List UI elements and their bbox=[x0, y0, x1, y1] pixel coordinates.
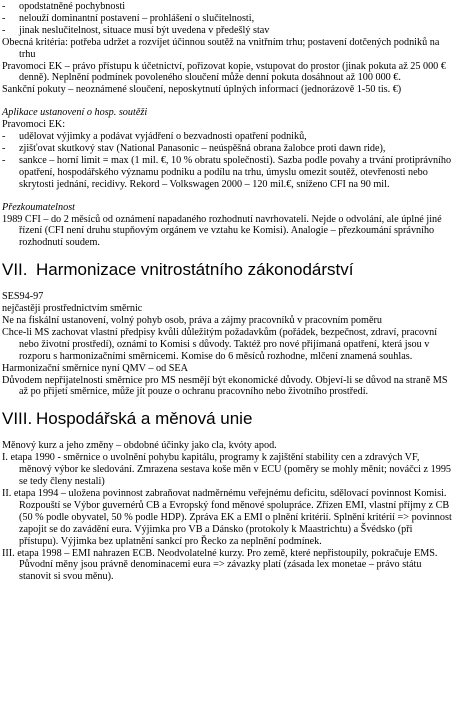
stage-paragraph: I. etapa 1990 - směrnice o uvolnění pohybu kapitálu, programy k zajištění stability cen a zdravých VF, měnový výbor ke sledování. Zmrazena sestava koše měn v ECU (poměry se mohly měnit; nováčci z 1995 se tedy členy nestali) bbox=[2, 452, 452, 488]
paragraph: Důvodem nepřijatelnosti směrnice pro MS nesmějí být ekonomické důvody. Objeví-li se důvod na straně MS až po přijetí směrnice, může jít pouze o ochranu pracovního nebo životního prostředí. bbox=[2, 374, 448, 398]
section-number: VII. bbox=[2, 260, 28, 280]
section-heading-viii bbox=[2, 409, 454, 429]
list-dash: - bbox=[2, 1, 6, 12]
intro-line: Měnový kurz a jeho změny – obdobné účinky jako cla, kvóty apod. bbox=[2, 440, 277, 452]
section-heading-vii bbox=[2, 260, 454, 280]
list-item: - nelouží dominantní postavení – prohlášení o slučitelnosti, bbox=[2, 12, 255, 24]
section-title: Hospodářská a měnová unie bbox=[36, 409, 253, 429]
paragraph: Harmonizační směrnice nyní QMV – od SEA bbox=[2, 362, 188, 374]
review-paragraph: 1989 CFI – do 2 měsíců od oznámení napadaného rozhodnutí navrhovateli. Nejde o odvolání, ale úplné jiné řízení (CFI není druhu stupňovým orgánem ve vztahu ke Komisi). Analogie – přezkoumání správního rozhodnutí soudem. bbox=[2, 213, 442, 249]
list-dash: - bbox=[2, 154, 6, 166]
stage-paragraph: III. etapa 1998 – EMI nahrazen ECB. Neodvolatelné kurzy. Pro země, které nepřistoupily, pokračuje EMS. Původní měny jsou právně denominacemi eura => závazky platí (zásada lex monetae – právo státu stanovit si svou měnu). bbox=[2, 547, 438, 583]
paragraph: Chce-li MS zachovat vlastní předpisy kvůli důležitým požadavkům (pořádek, bezpečnost, zdraví, pracovní nebo životní prostředí), oznámí to Komisi s důvody. Taktéž pro nové přijímaná opatření, která jsou v rozporu s harmonizačními směrnicemi. Komise do 6 měsíců rozhodne, mlčení znamená souhlas. bbox=[2, 326, 438, 362]
list-item: - opodstatněné pochybnosti bbox=[2, 1, 126, 12]
section-title: Harmonizace vnitrostátního zákonodárství bbox=[36, 260, 354, 280]
stage-paragraph: II. etapa 1994 – uložena povinnost zabraňovat nadměrnému veřejnému deficitu, sdělovací povinnost Komisi. Rozpouští se Výbor guvernérů CB a Evropský fond měnové spolupráce. Zřízen EMI, vlastní příjmy z CB (50 % podle obyvatel, 50 % podle HDP). Zpráva EK a EMI o plnění kritérií. Splnění kritérií => povinnost zapojit se do zavádění eura. Výjimka pro VB a Dánsko (protokoly k Maastrichtu) a Švédsko (při přístupu). Výjimka bez uplatnění sankcí pro Řecko za neplnění podmínek. bbox=[2, 488, 452, 547]
aid-heading: Aplikace ustanovení o hosp. soutěži bbox=[2, 107, 148, 119]
list-dash: - bbox=[2, 12, 6, 24]
review-heading: Přezkoumatelnost bbox=[2, 201, 75, 213]
paragraph: Ne na fiskální ustanovení, volný pohyb osob, práva a zájmy pracovníků v pracovním poměru bbox=[2, 315, 382, 327]
lead-line: nejčastěji prostřednictvím směrnic bbox=[2, 303, 143, 315]
sanctions-paragraph: Sankční pokuty – neoznámené sloučení, neposkytnutí úplných informací (jednorázově 1-50 tis. €) bbox=[2, 84, 402, 96]
list-dash: - bbox=[2, 142, 6, 154]
criteria-paragraph: Obecná kritéria: potřeba udržet a rozvíjet účinnou soutěž na vnitřním trhu; postavení dotčených podniků na trhu bbox=[2, 36, 440, 60]
list-item: - sankce – horní limit = max (1 mil. €, 10 % obratu společnosti). Sazba podle povahy a trvání protiprávního opatření, hospodářského významu podniku a podílu na trhu, úmyslu omezit soutěž, otevřenosti nebo skrytosti jednání, recidivy. Rekord – Volkswagen 2000 – 120 mil.€, sníženo CFI na 90 mil. bbox=[2, 154, 452, 190]
list-dash: - bbox=[2, 131, 6, 143]
list-dash: - bbox=[2, 24, 6, 36]
powers-paragraph: Pravomoci EK – právo přístupu k účetnictví, pořizovat kopie, vstupovat do prostor (jinak pokuta až 25 000 € denně). Neplnění podmínek povoleného sloučení může denní pokuta dosáhnout až 100 000 €. bbox=[2, 60, 446, 84]
list-item: - udělovat výjimky a podávat vyjádření o bezvadnosti opatření podniků, bbox=[2, 131, 307, 143]
list-item: - zjišťovat skutkový stav (National Panasonic – neúspěšná obrana žalobce proti dawn ride), bbox=[2, 142, 386, 154]
list-item: - jinak neslučitelnost, situace musí být uvedena v předešlý stav bbox=[2, 24, 270, 36]
section-number: VIII. bbox=[2, 409, 33, 429]
reference-code: SES94-97 bbox=[2, 291, 44, 303]
aid-powers-label: Pravomoci EK: bbox=[2, 119, 66, 131]
